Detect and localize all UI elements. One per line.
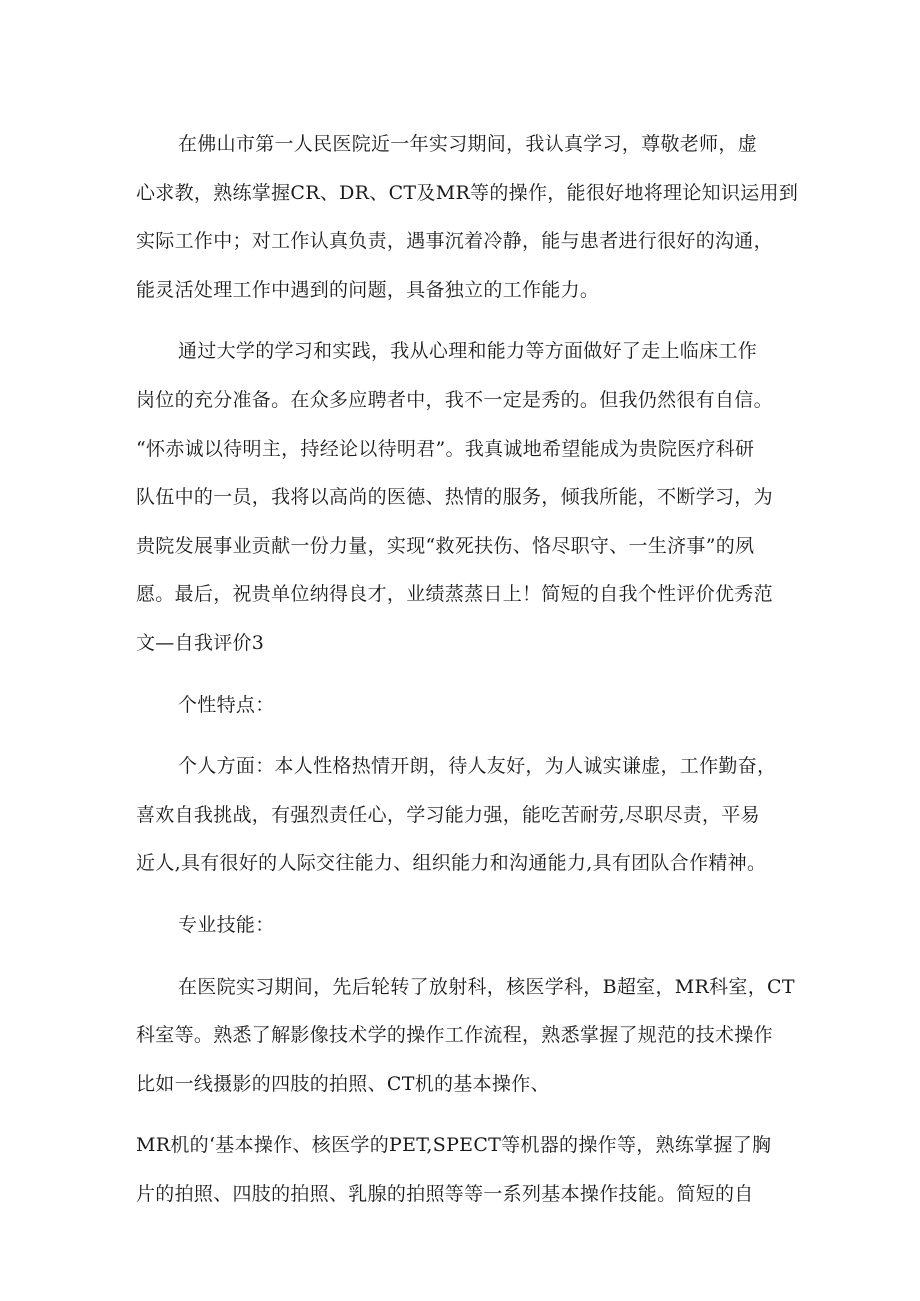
text-line: 心求教，熟练掌握CR、DR、CT及MR等的操作，能很好地将理论知识运用到 — [136, 181, 799, 204]
text-line: 实际工作中；对工作认真负责，遇事沉着冷静，能与患者进行很好的沟通， — [136, 230, 773, 253]
section-heading-skills — [136, 901, 796, 950]
text-line: 片的拍照、四肢的拍照、乳腺的拍照等等一系列基本操作技能。简短的自 — [136, 1182, 754, 1205]
text-line: 近人,具有很好的人际交往能力、组织能力和沟通能力,具有团队合作精神。 — [136, 852, 767, 875]
text-line: “怀赤诚以待明主，持经论以待明君”。我真诚地希望能成为贵院医疗科研 — [136, 437, 755, 460]
text-line: 在医院实习期间，先后轮转了放射科，核医学科，B超室，MR科室，CT — [178, 975, 795, 998]
text-line: 通过大学的学习和实践，我从心理和能力等方面做好了走上临床工作 — [178, 340, 758, 363]
paragraph-internship — [136, 120, 799, 314]
paragraph-rotation — [136, 963, 796, 1109]
text-line: 科室等。熟悉了解影像技术学的操作工作流程，熟悉掌握了规范的技术操作 — [136, 1024, 773, 1047]
text-line: 个人方面：本人性格热情开朗，待人友好，为人诚实谦虚，工作勤奋， — [178, 755, 777, 778]
text-line: 队伍中的一员，我将以高尚的医德、热情的服务，倾我所能，不断学习，为 — [136, 486, 773, 509]
text-line: 喜欢自我挑战，有强烈责任心，学习能力强，能吃苦耐劳,尽职尽责，平易 — [136, 803, 760, 826]
text-line: 专业技能： — [178, 913, 275, 936]
document-body — [136, 120, 799, 1231]
paragraph-preparation — [136, 327, 796, 667]
paragraph-personal — [136, 742, 796, 888]
text-line: 贵院发展事业贡献一份力量，实现“救死扶伤、恪尽职守、一生济事”的夙 — [136, 534, 755, 557]
text-line: 能灵活处理工作中遇到的问题，具备独立的工作能力。 — [136, 278, 600, 301]
text-line: MR机的‘基本操作、核医学的PET,SPECT等机器的操作等，熟练掌握了胸 — [136, 1134, 772, 1157]
section-heading-personality — [136, 681, 796, 730]
text-line: 愿。最后，祝贵单位纳得良才，业绩蒸蒸日上！简短的自我个性评价优秀范 — [136, 583, 773, 606]
text-line: 比如一线摄影的四肢的拍照、CT机的基本操作、 — [136, 1072, 550, 1095]
paragraph-mr-skills — [136, 1121, 796, 1218]
text-line: 岗位的充分准备。在众多应聘者中，我不一定是秀的。但我仍然很有自信。 — [136, 388, 773, 411]
text-line: 在佛山市第一人民医院近一年实习期间，我认真学习，尊敬老师，虚 — [178, 133, 758, 155]
text-line: 个性特点： — [178, 693, 275, 716]
text-line: 文—自我评价3 — [136, 631, 265, 654]
